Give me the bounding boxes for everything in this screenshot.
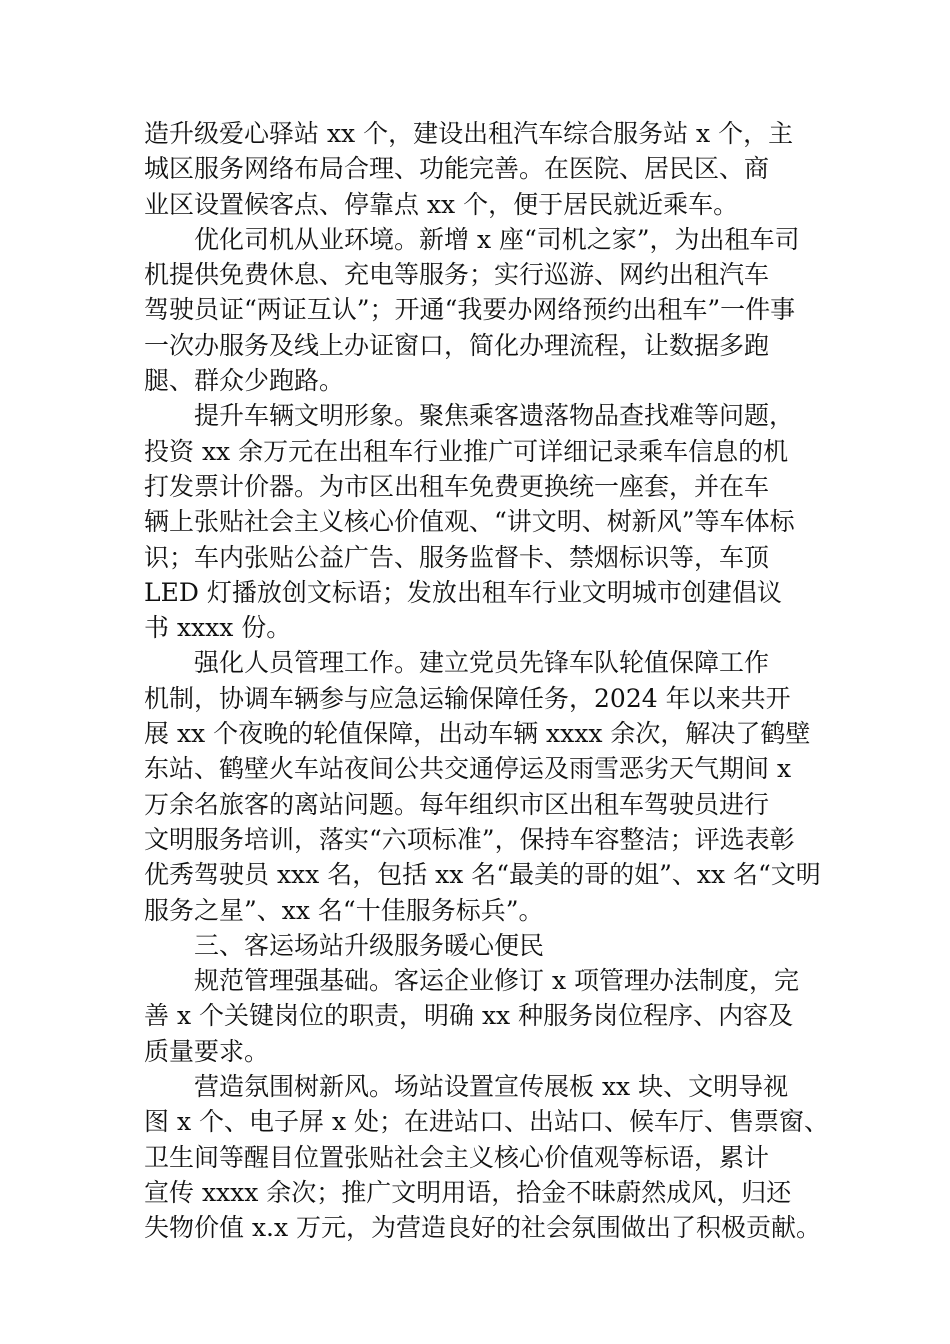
text-line: 图 x 个、电子屏 x 处；在进站口、出站口、候车厅、售票窗、 xyxy=(144,1107,829,1137)
text-line: 业区设置候客点、停靠点 xx 个，便于居民就近乘车。 xyxy=(144,189,739,219)
text-line: 识；车内张贴公益广告、服务监督卡、禁烟标识等，车顶 xyxy=(144,542,770,572)
text-line: 辆上张贴社会主义核心价值观、“讲文明、树新风”等车体标 xyxy=(144,507,795,537)
document-body xyxy=(144,116,829,1246)
paragraph-start-line: 营造氛围树新风。场站设置宣传展板 xx 块、文明导视 xyxy=(194,1072,789,1102)
text-line: 卫生间等醒目位置张贴社会主义核心价值观等标语，累计 xyxy=(144,1142,770,1172)
text-line: 宣传 xxxx 余次；推广文明用语，拾金不昧蔚然成风，归还 xyxy=(144,1177,792,1207)
paragraph-start-line: 规范管理强基础。客运企业修订 x 项管理办法制度，完 xyxy=(194,966,799,996)
text-line: 东站、鹤壁火车站夜间公共交通停运及雨雪恶劣天气期间 x xyxy=(144,754,792,784)
text-line: 驾驶员证“两证互认”；开通“我要办网络预约出租车”一件事 xyxy=(144,295,796,325)
text-line: 打发票计价器。为市区出租车免费更换统一座套，并在车 xyxy=(144,471,770,501)
text-line: 优秀驾驶员 xxx 名，包括 xx 名“最美的哥的姐”、xx 名“文明 xyxy=(144,860,821,890)
paragraph-start-line: 优化司机从业环境。新增 x 座“司机之家”，为出租车司 xyxy=(194,224,800,254)
text-line: 万余名旅客的离站问题。每年组织市区出租车驾驶员进行 xyxy=(144,789,770,819)
text-line: 质量要求。 xyxy=(144,1036,270,1066)
section-heading: 三、客运场站升级服务暖心便民 xyxy=(194,930,545,960)
text-line: 机提供免费休息、充电等服务；实行巡游、网约出租汽车 xyxy=(144,260,770,290)
text-line: 善 x 个关键岗位的职责，明确 xx 种服务岗位程序、内容及 xyxy=(144,1001,794,1031)
text-line: 展 xx 个夜晚的轮值保障，出动车辆 xxxx 余次，解决了鹤壁 xyxy=(144,719,811,749)
text-line: 造升级爱心驿站 xx 个，建设出租汽车综合服务站 x 个，主 xyxy=(144,119,794,148)
text-line: 城区服务网络布局合理、功能完善。在医院、居民区、商 xyxy=(144,154,770,184)
paragraph-start-line: 提升车辆文明形象。聚焦乘客遗落物品查找难等问题， xyxy=(194,401,795,431)
text-line: LED 灯播放创文标语；发放出租车行业文明城市创建倡议 xyxy=(144,577,782,607)
text-line: 机制，协调车辆参与应急运输保障任务，2024 年以来共开 xyxy=(144,683,791,713)
text-line: 腿、群众少跑路。 xyxy=(144,366,345,396)
text-line: 服务之星”、xx 名“十佳服务标兵”。 xyxy=(144,895,544,925)
text-line: 书 xxxx 份。 xyxy=(144,613,292,643)
text-line: 文明服务培训，落实“六项标准”，保持车容整洁；评选表彰 xyxy=(144,824,795,854)
text-line: 失物价值 x.x 万元，为营造良好的社会氛围做出了积极贡献。 xyxy=(144,1213,822,1243)
paragraph-start-line: 强化人员管理工作。建立党员先锋车队轮值保障工作 xyxy=(194,648,770,678)
text-line: 一次办服务及线上办证窗口，简化办理流程，让数据多跑 xyxy=(144,330,770,360)
text-line: 投资 xx 余万元在出租车行业推广可详细记录乘车信息的机 xyxy=(144,436,789,466)
